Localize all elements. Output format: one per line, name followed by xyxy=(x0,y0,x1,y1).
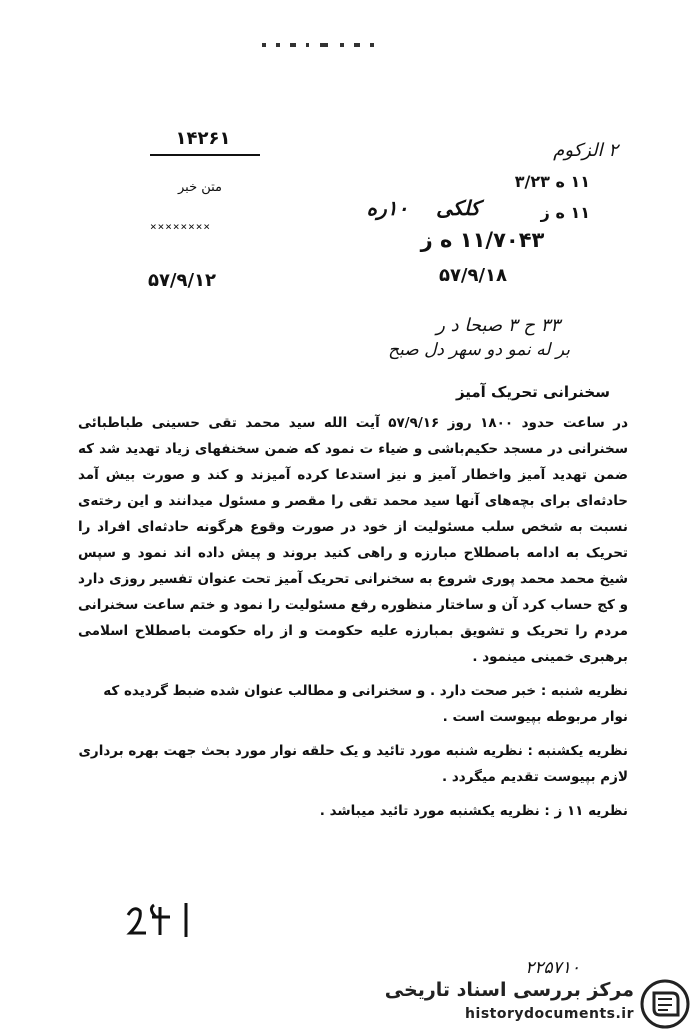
handwritten-side-word: کلکی xyxy=(436,196,480,220)
document-scroll-icon xyxy=(640,979,690,1029)
report-note-2: نظریه یکشنبه : نظریه شنبه مورد تائید و یک حلقه نوار مورد بحث جهت بهره برداری لازم بپیوست تقدیم میگردد . xyxy=(78,743,628,785)
handwritten-note-2: بر له نمو دو سهر دل صبح xyxy=(388,340,570,360)
report-label: متن خبر xyxy=(177,180,223,195)
watermark-logo xyxy=(384,975,696,1031)
classification-code-2: ۱۱ ه ز xyxy=(540,203,590,222)
report-note-3: نظریه ۱۱ ز : نظریه یکشنبه مورد تائید میباشد . xyxy=(319,803,628,819)
report-body xyxy=(78,410,628,824)
handwritten-page-number xyxy=(120,895,210,949)
report-paragraph: در ساعت حدود ۱۸۰۰ روز ۵۷/۹/۱۶ آیت الله سید محمد تقی حسینی طباطبائی سخنرانی در مسجد حکیم‌باشی و ضیاء ت نمود که ضمن سخنفهای زیاد تهدید شد که ضمن تهدید آمیز واخطار آمیز و نیز استدعا کرده آمیزند و کند و صورت بیش آمد حادثه‌ای برای بچه‌های آنها سید محمد تقی را مقصر و مسئول میدانند و این رخته‌ی نسبت به شخص سلب مسئولیت از خود در صورت وقوع هرگونه حادثه‌ای افراد را تحریک به ادامه باصطلاح مبارزه و راهی کنید بروند و پیش داده اند نمود و سپس شیخ محمد محمد پوری شروع به سخنرانی تحریک آمیز تحت عنوان تفسیر روزی دارد و کج حساب کرد آن و ساختار منظوره رفع مسئولیت را نمود و ختم ساعت سخنرانی مردم را تحریک و تشویق بمبارزه علیه حکومت و از راه حکومت باصطلاح اسلامی برهبری خمینی مینمود . xyxy=(78,415,628,665)
report-title: سخنرانی تحریک آمیز xyxy=(455,383,610,401)
watermark-url: historydocuments.ir xyxy=(465,1006,634,1022)
redaction-marks: ×××××××× xyxy=(150,220,211,233)
document-number: ۱۴۲۶۱ xyxy=(175,128,231,149)
handwritten-annotation-mid xyxy=(300,196,480,220)
report-note-1: نظریه شنبه : خبر صحت دارد . و سخنرانی و مطالب عنوان شده ضبط گردیده که نوار مربوطه بپیوست است . xyxy=(103,683,628,725)
handwritten-mid-word: ۱۰ره xyxy=(366,196,409,220)
classification-code-1: ۱۱ ه ۳/۲۳ xyxy=(514,172,590,191)
signature-numbers: ۲۲۵۷۱۰ xyxy=(525,958,580,978)
top-stamp-mark xyxy=(262,36,382,50)
reference-date: ۵۷/۹/۱۸ xyxy=(438,265,508,286)
watermark-title: مرکز بررسی اسناد تاریخی xyxy=(384,979,634,1001)
handwritten-annotation-top: ۲ الزکوم xyxy=(553,140,618,161)
reference-number: ۱۱/۷۰۴۳ ه ز xyxy=(420,228,545,252)
report-date: ۵۷/۹/۱۲ xyxy=(147,270,217,291)
document-number-underline xyxy=(150,154,260,156)
handwritten-note-1: ۳۳ ح ۳ صبحا د ر xyxy=(436,315,560,336)
